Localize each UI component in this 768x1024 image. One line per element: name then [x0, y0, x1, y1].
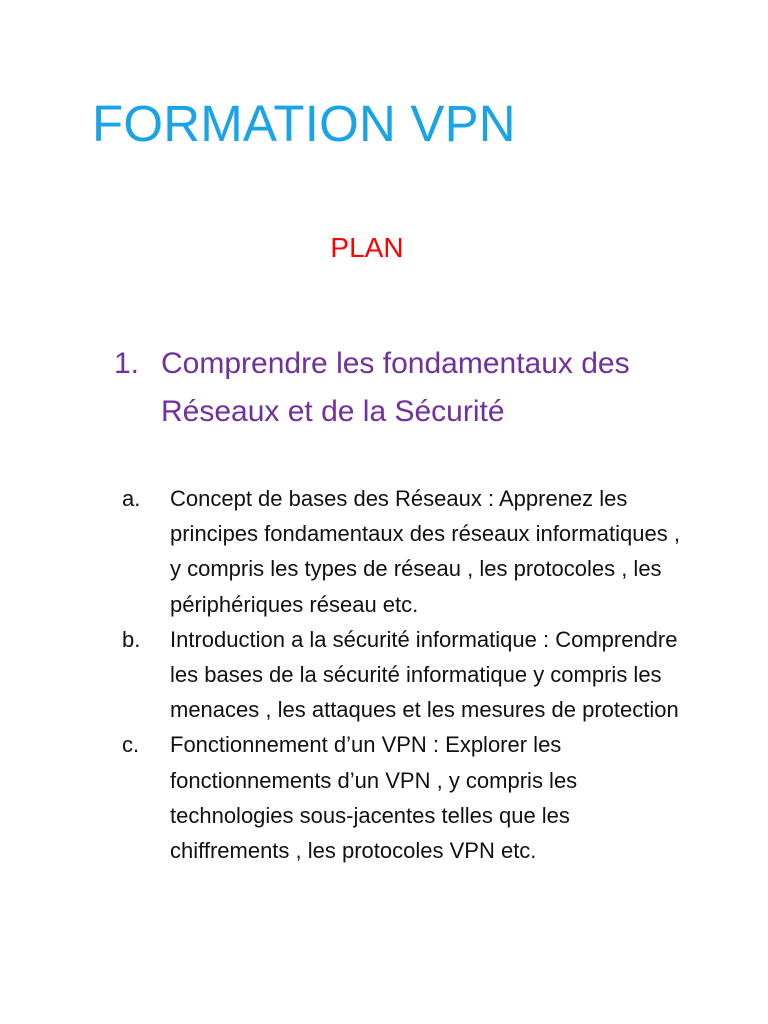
- item-letter: b.: [122, 626, 141, 652]
- list-item: [120, 727, 680, 868]
- item-text: Introduction a la sécurité informatique : Comprendre les bases de la sécurité informatique y compris les menaces , les attaques et les mesures de protection: [170, 626, 679, 723]
- item-list: [120, 481, 680, 868]
- document-title: FORMATION VPN: [92, 95, 516, 152]
- list-item: [120, 622, 680, 728]
- section-title: Comprendre les fondamentaux des Réseaux et de la Sécurité: [161, 347, 630, 428]
- plan-heading: PLAN: [330, 232, 404, 263]
- section-number: 1.: [114, 347, 140, 380]
- item-text: Fonctionnement d’un VPN : Explorer les fonctionnements d’un VPN , y compris les technologies sous-jacentes telles que les chiffrements , les protocoles VPN etc.: [170, 732, 578, 864]
- item-letter: c.: [122, 732, 140, 758]
- section-heading: [114, 340, 714, 436]
- item-letter: a.: [122, 486, 141, 511]
- list-item: [120, 481, 680, 622]
- item-text: Concept de bases des Réseaux : Apprenez les principes fondamentaux des réseaux informatiques , y compris les types de réseau , les protocoles , les périphériques réseau etc.: [170, 486, 680, 617]
